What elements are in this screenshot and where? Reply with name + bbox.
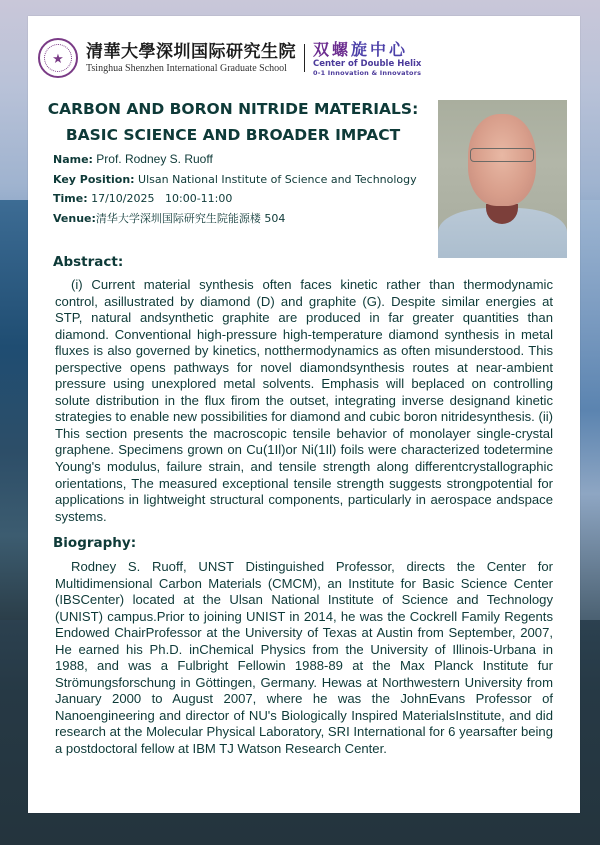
school-name-en: Tsinghua Shenzhen International Graduate School <box>86 62 287 74</box>
center-name-cn-part-b: 旋中心 <box>351 39 409 59</box>
venue-value: 清华大学深圳国际研究生院能源楼 504 <box>95 211 286 225</box>
poster-panel <box>28 16 580 813</box>
abstract-text: (i) Current material synthesis often faces kinetic rather than thermodynamic control, asillustrated by diamond (D) and graphite (G). Despite similar energies at STP, natural andsynthetic graphite are produced in far greater quantities than diamond. Conventional high-pressure high-temperature diamond synthesis in metal fluxes is also governed by kinetics, notthermodynamics as often misunderstood. This perspective opens pathways for novel diamondsynthesis routes at near-ambient pressure using unexplored metal solvents. Emphasis will beplaced on controlling solute distribution in the flux firom the outset, integrating inverse designand kinetic strategies to enable new possibilities for diamond and cubic boron nitridesynthesis. (ii) This section presents the macroscopic tensile behavior of monolayer single-crystal graphene. Specimens grown on Cu(1Il)or Ni(1Il) foils were characterized todetermine Young's modulus, failure strain, and tensile strength along differentcrystallographic orientations, The measured exceptional tensile strength suggests strongpotential for applications in lightweight structural components, particularly in aerospace andspace systems. <box>55 277 553 524</box>
venue-label: Venue: <box>53 211 96 225</box>
info-name <box>53 150 453 170</box>
lecture-title-line-1: CARBON AND BORON NITRIDE MATERIALS: <box>47 100 419 118</box>
school-name-cn: 清華大學深圳国际研究生院 <box>86 41 296 62</box>
star-icon: ★ <box>52 50 64 66</box>
double-helix-center-logo <box>313 40 421 77</box>
center-tagline: 0-1 Innovation & Innovators <box>313 68 422 77</box>
biography-text: Rodney S. Ruoff, UNST Distinguished Professor, directs the Center for Multidimensional Carbon Materials (CMCM), an Institute for Basic Science Center (IBSCenter) located at the Ulsan National Institute of Science and Technology (UNIST) campus.Prior to joining UNIST in 2014, he was the Cockrell Family Regents Endowed ChairProfessor at the University of Texas at Austin from September, 2007, He earned his Ph.D. inChemical Physics from the University of Illinois-Urbana in 1988, and was a Fulbright Fellowin 1988-89 at the Max Planck Institute fur Strömungsforschung in Göttingen, Germany. Hewas at Northwestern University from January 2000 to August 2007, where he was the JohnEvans Professor of Nanoengineering and director of NU's Biologically Inspired MaterialsInstitute, and did research at the Molecular Physical Laboratory, SRI International for 6 yearsafter being a postdoctoral fellow at IBM TJ Watson Research Center. <box>55 559 553 757</box>
name-label: Name: <box>53 153 93 166</box>
time-label: Time: <box>53 192 88 205</box>
info-time <box>53 189 453 209</box>
biography-heading: Biography: <box>53 535 137 551</box>
abstract-heading: Abstract: <box>53 254 124 270</box>
lecture-info <box>53 150 453 228</box>
header-divider <box>304 44 305 72</box>
name-value: Prof. Rodney S. Ruoff <box>92 152 213 166</box>
center-name-cn <box>313 40 421 59</box>
info-venue <box>53 209 453 229</box>
speaker-photo <box>438 100 567 258</box>
time-value: 17/10/2025 10:00-11:00 <box>87 192 233 205</box>
center-name-en: Center of Double Helix <box>313 58 422 69</box>
lecture-title <box>38 96 428 148</box>
info-position <box>53 170 453 190</box>
header <box>38 36 578 80</box>
position-label: Key Position: <box>53 172 135 186</box>
tsinghua-seal-logo <box>38 38 78 78</box>
school-name <box>86 42 296 75</box>
center-name-cn-part-a: 双螺 <box>313 39 352 59</box>
photo-glasses <box>470 148 534 162</box>
position-value: Ulsan National Institute of Science and Technology <box>134 172 417 186</box>
lecture-title-line-2: BASIC SCIENCE AND BROADER IMPACT <box>65 126 401 144</box>
